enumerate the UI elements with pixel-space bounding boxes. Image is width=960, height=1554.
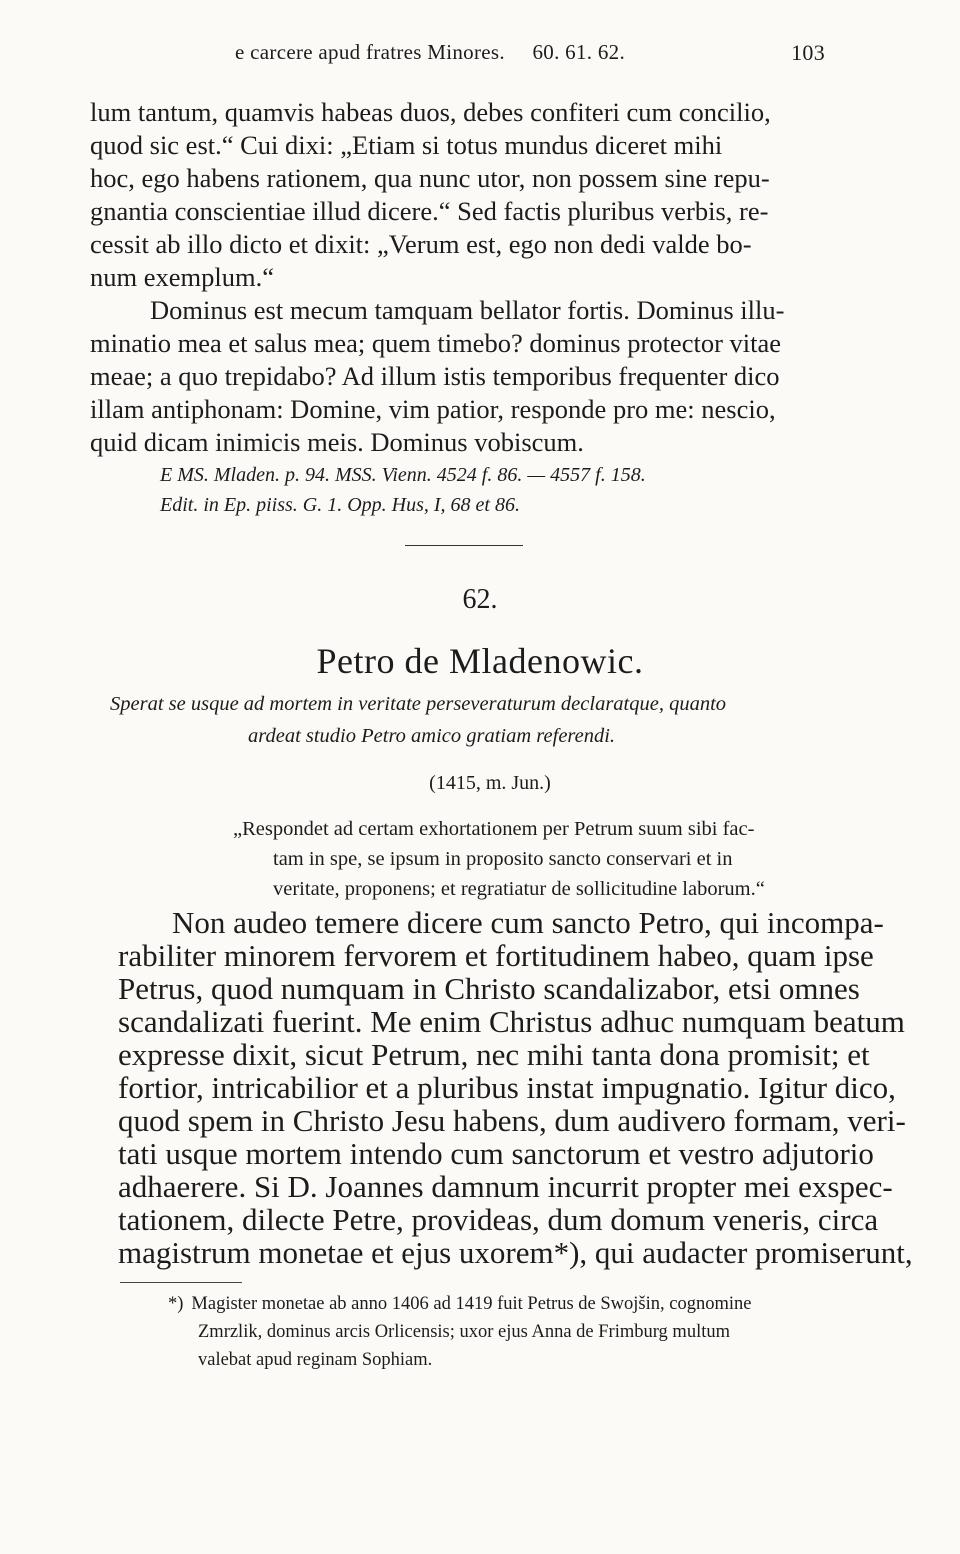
body-line: fortior, intricabilior et a pluribus instat impugnatio. Igitur dico, [118, 1070, 896, 1105]
body-line: magistrum monetae et ejus uxorem*), qui audacter promiserunt, [118, 1235, 913, 1270]
body-line: Petrus, quod numquam in Christo scandalizabor, etsi omnes [118, 971, 860, 1006]
letter-summary [110, 688, 830, 752]
body-line: rabiliter minorem fervorem et fortitudinem habeo, quam ipse [118, 938, 874, 973]
letter-regest [233, 814, 833, 904]
body-line: scandalizati fuerint. Me enim Christus adhuc numquam beatum [118, 1004, 905, 1039]
previous-letter-text [90, 96, 830, 459]
text-line: meae; a quo trepidabo? Ad illum istis temporibus frequenter dico [90, 361, 780, 391]
footnote-line: Zmrzlik, dominus arcis Orlicensis; uxor ejus Anna de Frimburg multum [198, 1322, 730, 1342]
running-head [235, 40, 825, 65]
running-head-letter-numbers: 60. 61. 62. [532, 40, 626, 64]
text-line: gnantia conscientiae illud dicere.“ Sed factis pluribus verbis, re- [90, 196, 769, 226]
text-line: minatio mea et salus mea; quem timebo? dominus protector vitae [90, 328, 782, 358]
body-line: tati usque mortem intendo cum sanctorum et vestro adjutorio [118, 1136, 874, 1171]
body-line: quod spem in Christo Jesu habens, dum audivero formam, veri- [118, 1103, 906, 1138]
letter-date: (1415, m. Jun.) [429, 772, 551, 794]
body-line: adhaerere. Si D. Joannes damnum incurrit propter mei exspec- [118, 1169, 893, 1204]
regest-line: veritate, proponens; et regratiatur de sollicitudine laborum.“ [273, 878, 765, 900]
body-line: Non audeo temere dicere cum sancto Petro, qui incompa- [172, 905, 884, 940]
regest-line: „Respondet ad certam exhortationem per Petrum suum sibi fac- [233, 818, 755, 840]
letter-heading: Petro de Mladenowic. [316, 641, 644, 681]
source-line: Edit. in Ep. piiss. G. 1. Opp. Hus, I, 68 et 86. [160, 494, 520, 516]
summary-line: ardeat studio Petro amico gratiam referendi. [248, 725, 616, 747]
text-line: cessit ab illo dicto et dixit: „Verum est, ego non dedi valde bo- [90, 229, 752, 259]
source-line: E MS. Mladen. p. 94. MSS. Vienn. 4524 f. 86. — 4557 f. 158. [160, 464, 646, 486]
footnote-mark: *) [168, 1294, 184, 1314]
letter-number: 62. [462, 584, 498, 615]
text-line: Dominus est mecum tamquam bellator fortis. Dominus illu- [150, 295, 785, 325]
text-line: num exemplum.“ [90, 262, 274, 292]
text-line: lum tantum, quamvis habeas duos, debes confiteri cum concilio, [90, 97, 771, 127]
footnote-line: Magister monetae ab anno 1406 ad 1419 fuit Petrus de Swojšin, cognomine [191, 1294, 752, 1314]
regest-line: tam in spe, se ipsum in proposito sancto conservari et in [273, 848, 733, 870]
text-line: illam antiphonam: Domine, vim patior, responde pro me: nescio, [90, 394, 776, 424]
text-line: quod sic est.“ Cui dixi: „Etiam si totus mundus diceret mihi [90, 130, 723, 160]
body-line: expresse dixit, sicut Petrum, nec mihi tanta dona promisit; et [118, 1037, 870, 1072]
footnote [168, 1290, 848, 1374]
manuscript-sources [160, 460, 820, 520]
letter-body [118, 905, 913, 1270]
summary-line: Sperat se usque ad mortem in veritate perseveraturum declaratque, quanto [110, 693, 727, 715]
running-head-title: e carcere apud fratres Minores. [235, 40, 505, 64]
text-line: hoc, ego habens rationem, qua nunc utor, non possem sine repu- [90, 163, 770, 193]
section-divider [405, 545, 523, 546]
text-line: quid dicam inimicis meis. Dominus vobiscum. [90, 427, 584, 457]
body-line: tationem, dilecte Petre, provideas, dum domum veneris, circa [118, 1202, 879, 1237]
footnote-divider [120, 1282, 242, 1283]
footnote-line: valebat apud reginam Sophiam. [198, 1350, 433, 1370]
page-number: 103 [791, 40, 825, 65]
